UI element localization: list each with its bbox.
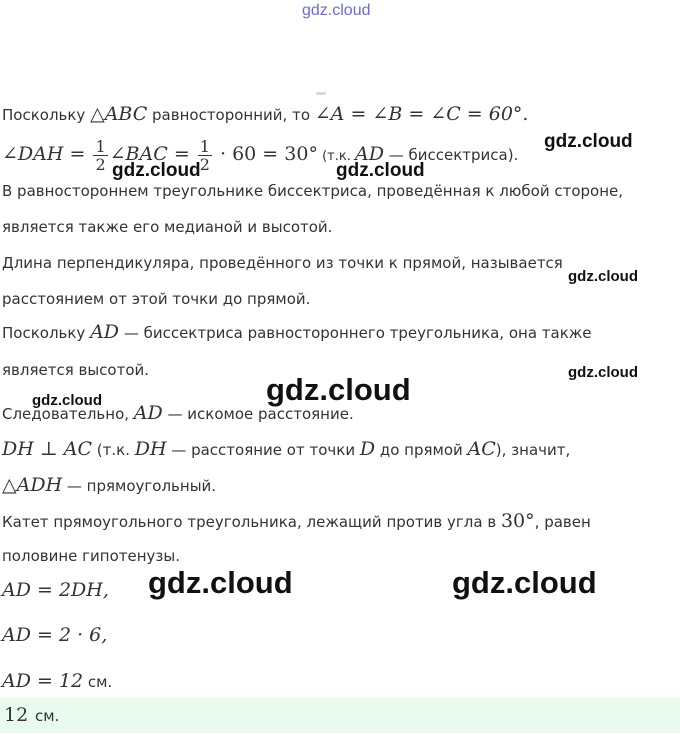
solution-line-1: Поскольку △ABC равносторонний, то ∠A = ∠B = ∠C = 60°. xyxy=(2,103,529,125)
solution-line-6: расстоянием от этой точки до прямой. xyxy=(2,290,311,308)
watermark: gdz.cloud xyxy=(112,160,201,181)
solution-line-9: Следовательно, AD — искомое расстояние. xyxy=(2,402,354,424)
solution-line-14: AD = 2DH, xyxy=(2,579,109,601)
decorative-dash xyxy=(316,92,326,95)
solution-line-2: ∠DAH = $\frac{1}{2}$ ∠BAC = $\frac{1}{2}$ · 60 = 30° (т.к. AD — биссектриса). xyxy=(2,137,519,174)
solution-line-8: является высотой. xyxy=(2,361,150,379)
solution-line-16: AD = 12 см. xyxy=(2,670,113,692)
watermark: gdz.cloud xyxy=(148,565,293,600)
watermark: gdz.cloud xyxy=(568,364,638,381)
watermark: gdz.cloud xyxy=(544,131,633,152)
solution-line-11: △ADH — прямоугольный. xyxy=(2,474,217,496)
fraction: $\frac{1}{2}$ xyxy=(95,137,106,174)
watermark-top: gdz.cloud xyxy=(302,2,371,19)
solution-line-4: является также его медианой и высотой. xyxy=(2,218,333,236)
watermark: gdz.cloud xyxy=(452,565,597,600)
answer-text: 12 см. xyxy=(4,704,60,726)
solution-line-3: В равностороннем треугольнике биссектриса, проведённая к любой стороне, xyxy=(2,182,624,200)
solution-line-13: половине гипотенузы. xyxy=(2,547,180,565)
solution-line-5: Длина перпендикуляра, проведённого из точки к прямой, называется xyxy=(2,254,563,272)
solution-line-10: DH ⊥ AC (т.к. DH — расстояние от точки D до прямой AC), значит, xyxy=(2,438,571,460)
solution-line-12: Катет прямоугольного треугольника, лежащий против угла в 30°, равен xyxy=(2,510,591,532)
watermark: gdz.cloud xyxy=(568,268,638,285)
solution-line-15: AD = 2 · 6, xyxy=(2,624,108,646)
solution-line-7: Поскольку AD — биссектриса равностороннего треугольника, она также xyxy=(2,321,592,343)
watermark: gdz.cloud xyxy=(336,160,425,181)
fraction: $\frac{1}{2}$ xyxy=(199,137,210,174)
watermark: gdz.cloud xyxy=(32,392,102,409)
answer-box xyxy=(0,698,680,733)
watermark: gdz.cloud xyxy=(266,372,411,407)
